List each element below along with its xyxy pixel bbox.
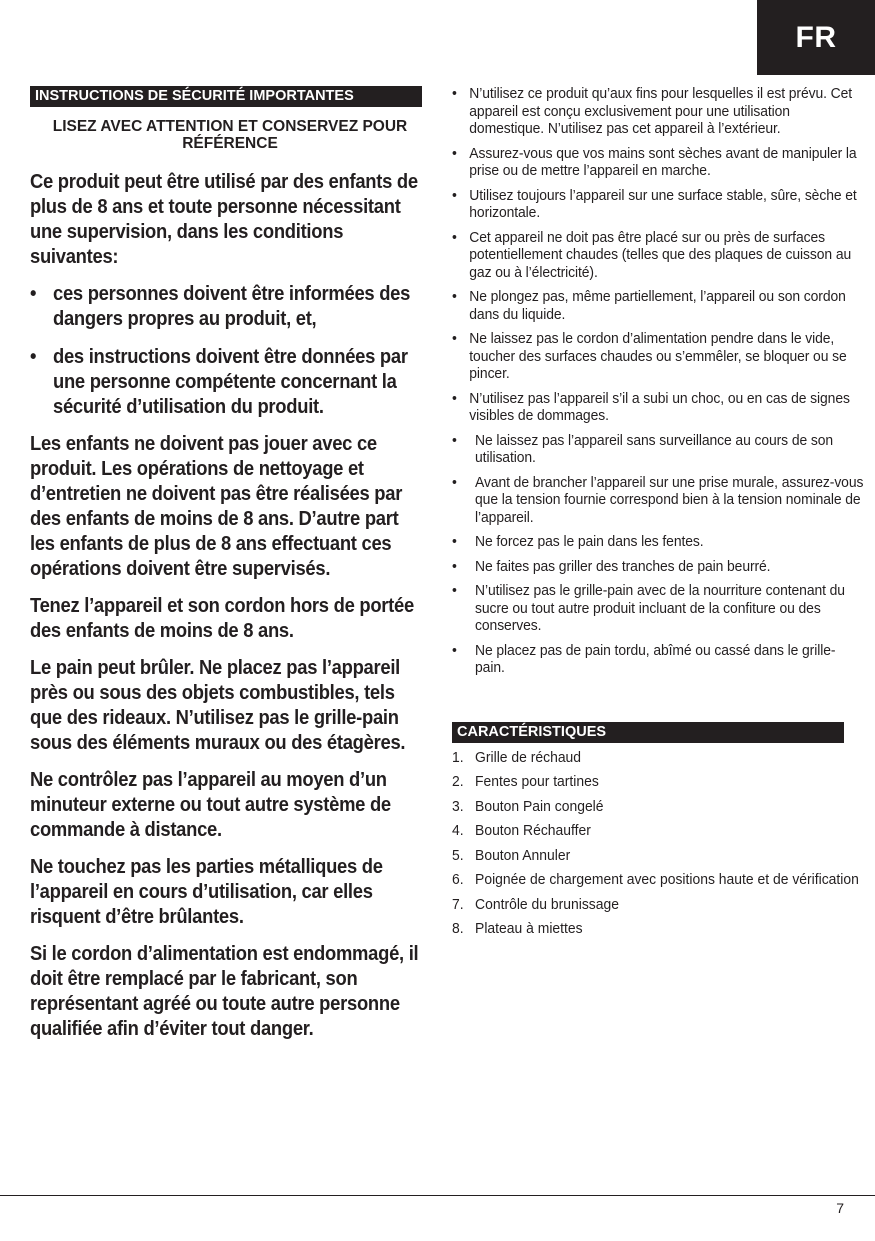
feature-number: 3. bbox=[452, 798, 464, 815]
rule-item bbox=[452, 331, 858, 384]
feature-number: 8. bbox=[452, 921, 464, 937]
feature-label: Grille de réchaud bbox=[475, 749, 582, 766]
bullet: • bbox=[30, 283, 37, 305]
condition-item bbox=[30, 345, 422, 420]
bullet: • bbox=[452, 432, 457, 449]
features-list bbox=[452, 749, 859, 939]
rule-text: Ne plongez pas, même partiellement, l’appareil ou son cordon dans du liquide. bbox=[469, 289, 846, 323]
bullet: • bbox=[452, 145, 457, 162]
rule-text: Cet appareil ne doit pas être placé sur ou près de surfaces potentiellement chaudes (telles que des plaques de cuisson au gaz ou à l’électricité). bbox=[469, 229, 852, 281]
condition-text: des instructions doivent être données par une personne compétente concernant la sécurité d’utilisation du produit. bbox=[53, 346, 408, 418]
bullet: • bbox=[452, 289, 457, 305]
rule-text: N’utilisez pas le grille-pain avec de la nourriture contenant du sucre ou tout autre produit incluant de la confiture ou des conserves. bbox=[475, 583, 845, 634]
feature-item bbox=[452, 823, 864, 841]
timer-paragraph: Ne contrôlez pas l’appareil au moyen d’un minuteur externe ou tout autre système de commande à distance. bbox=[30, 769, 391, 841]
metal-paragraph: Ne touchez pas les parties métalliques de l’appareil en cours d’utilisation, car elles risquent d’être brûlantes. bbox=[30, 856, 383, 928]
bullet: • bbox=[452, 558, 457, 575]
bullet: • bbox=[452, 474, 457, 491]
rule-text: Assurez-vous que vos mains sont sèches avant de manipuler la prise ou de mettre l’appareil en marche. bbox=[469, 145, 857, 179]
rule-text: Avant de brancher l’appareil sur une prise murale, assurez-vous que la tension fournie correspond bien à la tension nominale de l’appareil. bbox=[475, 474, 864, 526]
condition-text: ces personnes doivent être informées des dangers propres au produit, et, bbox=[53, 283, 411, 330]
rule-item bbox=[452, 188, 858, 223]
feature-item bbox=[452, 872, 864, 890]
bullet: • bbox=[452, 229, 457, 246]
bullet: • bbox=[452, 390, 457, 407]
feature-label: Bouton Pain congelé bbox=[475, 798, 604, 815]
left-column bbox=[30, 86, 422, 1042]
bullet: • bbox=[452, 534, 457, 550]
safety-subtitle: LISEZ AVEC ATTENTION ET CONSERVEZ POUR RÉFÉRENCE bbox=[52, 118, 408, 152]
rule-text: N’utilisez ce produit qu’aux fins pour lesquelles il est prévu. Cet appareil est conçu exclusivement pour une utilisation domestique. N’utilisez pas cet appareil à l’extérieur. bbox=[469, 86, 853, 137]
intro-paragraph: Ce produit peut être utilisé par des enfants de plus de 8 ans et toute personne nécessitant une supervision, dans les conditions suivantes: bbox=[30, 171, 418, 268]
rule-text: Ne laissez pas l’appareil sans surveillance au cours de son utilisation. bbox=[475, 432, 834, 466]
rule-item bbox=[452, 289, 858, 324]
rule-item bbox=[452, 391, 858, 426]
feature-item bbox=[452, 897, 864, 915]
feature-label: Fentes pour tartines bbox=[475, 774, 599, 790]
reach-paragraph: Tenez l’appareil et son cordon hors de portée des enfants de moins de 8 ans. bbox=[30, 595, 414, 642]
children-paragraph: Les enfants ne doivent pas jouer avec ce produit. Les opérations de nettoyage et d’entretien ne doivent pas être réalisées par des enfants de moins de 8 ans. D’autre part les enfants de plus de 8 ans effectuant ces opérations doivent être supervisés. bbox=[30, 433, 403, 580]
feature-label: Bouton Annuler bbox=[475, 847, 571, 864]
feature-number: 4. bbox=[452, 823, 464, 839]
page-number: 7 bbox=[836, 1200, 844, 1216]
rule-item bbox=[452, 583, 864, 636]
condition-item bbox=[30, 282, 422, 332]
rule-item bbox=[452, 230, 858, 283]
feature-item bbox=[452, 848, 864, 866]
rule-item bbox=[452, 433, 864, 468]
rule-item bbox=[452, 559, 864, 577]
feature-item bbox=[452, 774, 864, 792]
rule-text: Utilisez toujours l’appareil sur une surface stable, sûre, sèche et horizontale. bbox=[469, 187, 857, 221]
language-tab bbox=[757, 0, 875, 75]
feature-label: Bouton Réchauffer bbox=[475, 823, 591, 839]
cord-paragraph: Si le cordon d’alimentation est endommagé, il doit être remplacé par le fabricant, son représentant agréé ou toute autre personne qualifiée afin d’éviter tout danger. bbox=[30, 943, 419, 1040]
bullet: • bbox=[30, 346, 37, 368]
rule-text: Ne laissez pas le cordon d’alimentation pendre dans le vide, toucher des surfaces chaudes ou s’emmêler, se bloquer ou se pincer. bbox=[469, 331, 847, 382]
features-heading: CARACTÉRISTIQUES bbox=[452, 722, 844, 743]
feature-number: 2. bbox=[452, 774, 464, 790]
feature-number: 1. bbox=[452, 749, 464, 766]
right-column bbox=[452, 86, 864, 946]
feature-label: Contrôle du brunissage bbox=[475, 896, 619, 913]
feature-number: 6. bbox=[452, 872, 464, 888]
rule-item bbox=[452, 534, 864, 552]
footer-divider bbox=[0, 1195, 875, 1196]
rule-item bbox=[452, 146, 858, 181]
rule-text: Ne placez pas de pain tordu, abîmé ou cassé dans le grille-pain. bbox=[475, 642, 836, 676]
feature-item bbox=[452, 921, 864, 939]
feature-item bbox=[452, 799, 864, 817]
feature-label: Plateau à miettes bbox=[475, 921, 583, 937]
bullet: • bbox=[452, 642, 457, 659]
rule-item bbox=[452, 86, 858, 139]
bullet: • bbox=[452, 331, 457, 347]
feature-number: 5. bbox=[452, 847, 464, 864]
feature-number: 7. bbox=[452, 896, 464, 913]
rule-text: Ne faites pas griller des tranches de pain beurré. bbox=[475, 558, 771, 575]
rule-item bbox=[452, 643, 864, 678]
bullet: • bbox=[452, 86, 457, 102]
bullet: • bbox=[452, 187, 457, 204]
feature-item bbox=[452, 750, 864, 768]
conditions-list bbox=[30, 282, 422, 420]
burn-paragraph: Le pain peut brûler. Ne placez pas l’appareil près ou sous des objets combustibles, tels que des rideaux. N’utilisez pas le grille-pain sous des éléments muraux ou des étagères. bbox=[30, 657, 406, 754]
rule-text: N’utilisez pas l’appareil s’il a subi un choc, ou en cas de signes visibles de dommages. bbox=[469, 390, 850, 424]
feature-label: Poignée de chargement avec positions haute et de vérification bbox=[475, 872, 859, 888]
rule-text: Ne forcez pas le pain dans les fentes. bbox=[475, 534, 704, 550]
bullet: • bbox=[452, 583, 457, 599]
rule-item bbox=[452, 475, 864, 528]
safety-heading: INSTRUCTIONS DE SÉCURITÉ IMPORTANTES bbox=[30, 86, 422, 107]
language-code: FR bbox=[795, 20, 837, 54]
safety-rules-list bbox=[452, 86, 864, 678]
